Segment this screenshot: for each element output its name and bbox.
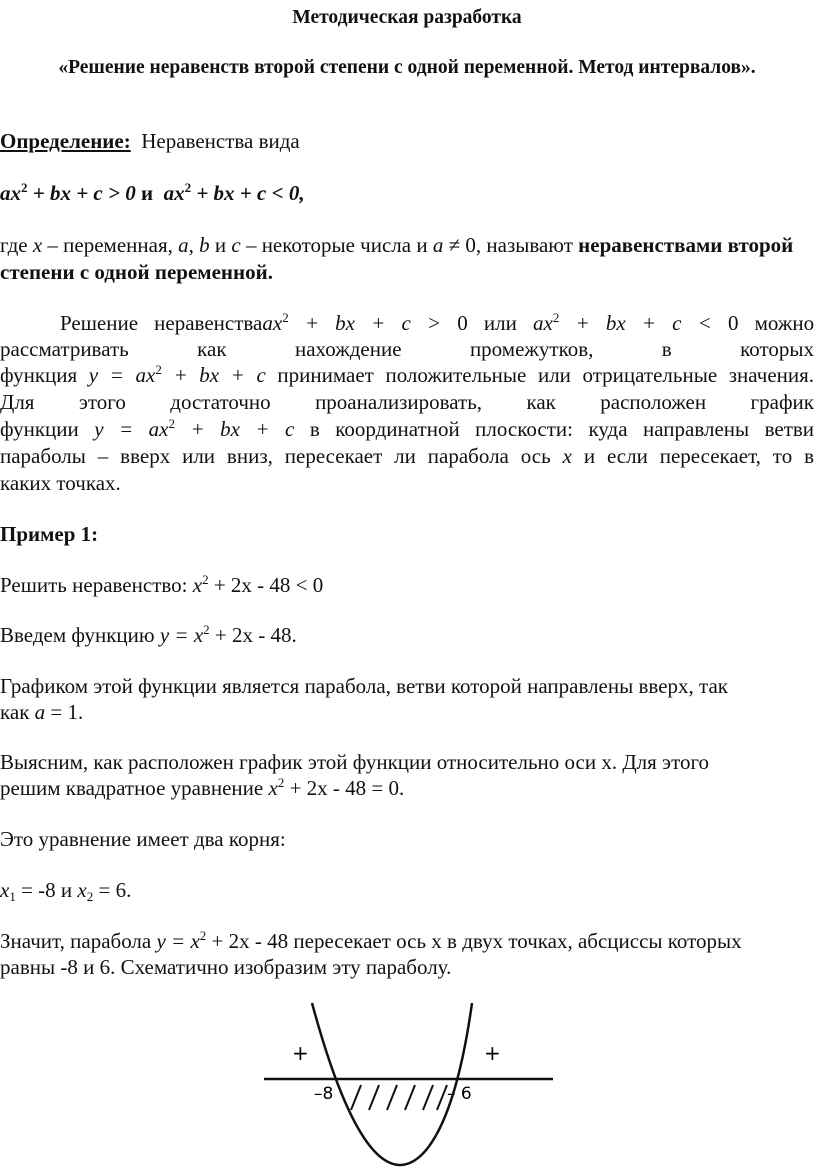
- example-heading: Пример 1:: [0, 522, 99, 546]
- explanation-line-3: функция $y = ax^2$ + bx + c принимает положительные или отрицательные значения.: [0, 362, 815, 387]
- example-function: Введем функцию $y = x^2 + 2x - 48$.: [0, 622, 297, 647]
- example-axis-line-2: решим квадратное уравнение $x^2 + 2x - 48 = 0$.: [0, 775, 405, 800]
- definition-label: Определение:: [0, 129, 131, 153]
- example-roots-intro: Это уравнение имеет два корня:: [0, 827, 286, 851]
- definition-explanation: где x – переменная, a, b и c – некоторые числа и a ≠ 0, называют неравенствами второй степени с одной переменной.: [0, 233, 794, 284]
- explanation-line-4: Для этого достаточно проанализировать, как расположен график: [0, 390, 814, 414]
- example-axis-line-1: Выясним, как расположен график этой функции относительно оси х. Для этого: [0, 750, 710, 774]
- definition-line: [0, 128, 814, 155]
- example-conclusion-line-2: равны -8 и 6. Схематично изобразим эту параболу.: [0, 955, 452, 979]
- document-subtitle: «Решение неравенств второй степени с одной переменной. Метод интервалов».: [58, 57, 756, 78]
- root-label-right: – 6: [447, 1084, 472, 1104]
- plus-sign-left: +: [292, 1041, 309, 1065]
- parabola-sketch: [250, 995, 570, 1173]
- definition-intro: Неравенства вида: [141, 129, 300, 153]
- definition-term: неравенствами второй степени с одной переменной.: [0, 233, 794, 284]
- explanation-line-1: Решение неравенстваax$^2$ + bx + c > 0 или $ax^2$ + bx + c < 0 можно: [60, 310, 815, 335]
- example-roots: $x_1 = -8$ и $x_2 = 6$.: [0, 878, 132, 904]
- explanation-line-6: параболы – вверх или вниз, пересекает ли парабола ось x и если пересекает, то в: [0, 444, 815, 468]
- hatch-marks: [351, 1085, 447, 1110]
- explanation-line-5: функции $y = ax^2$ + bx + c в координатной плоскости: куда направлены ветви: [0, 416, 815, 441]
- definition-formula: $ax^2$ + bx + c > 0 и $ax^2$ + bx + c < 0,: [0, 180, 305, 205]
- explanation-line-2: рассматривать как нахождение промежутков, в которых: [0, 337, 814, 361]
- example-task: Решить неравенство: $x^2 + 2x - 48 < 0$: [0, 572, 324, 597]
- example-conclusion-line-1: Значит, парабола $y = x^2 + 2x - 48$ пересекает ось х в двух точках, абсциссы которых: [0, 928, 742, 953]
- example-graph-line-1: Графиком этой функции является парабола, ветви которой направлены вверх, так: [0, 674, 728, 698]
- explanation-line-7: каких точках.: [0, 471, 121, 495]
- example-graph-line-2: как a = 1.: [0, 700, 84, 724]
- document-title: Методическая разработка: [292, 7, 522, 28]
- root-label-left: –8: [314, 1084, 334, 1104]
- plus-sign-right: +: [484, 1041, 501, 1065]
